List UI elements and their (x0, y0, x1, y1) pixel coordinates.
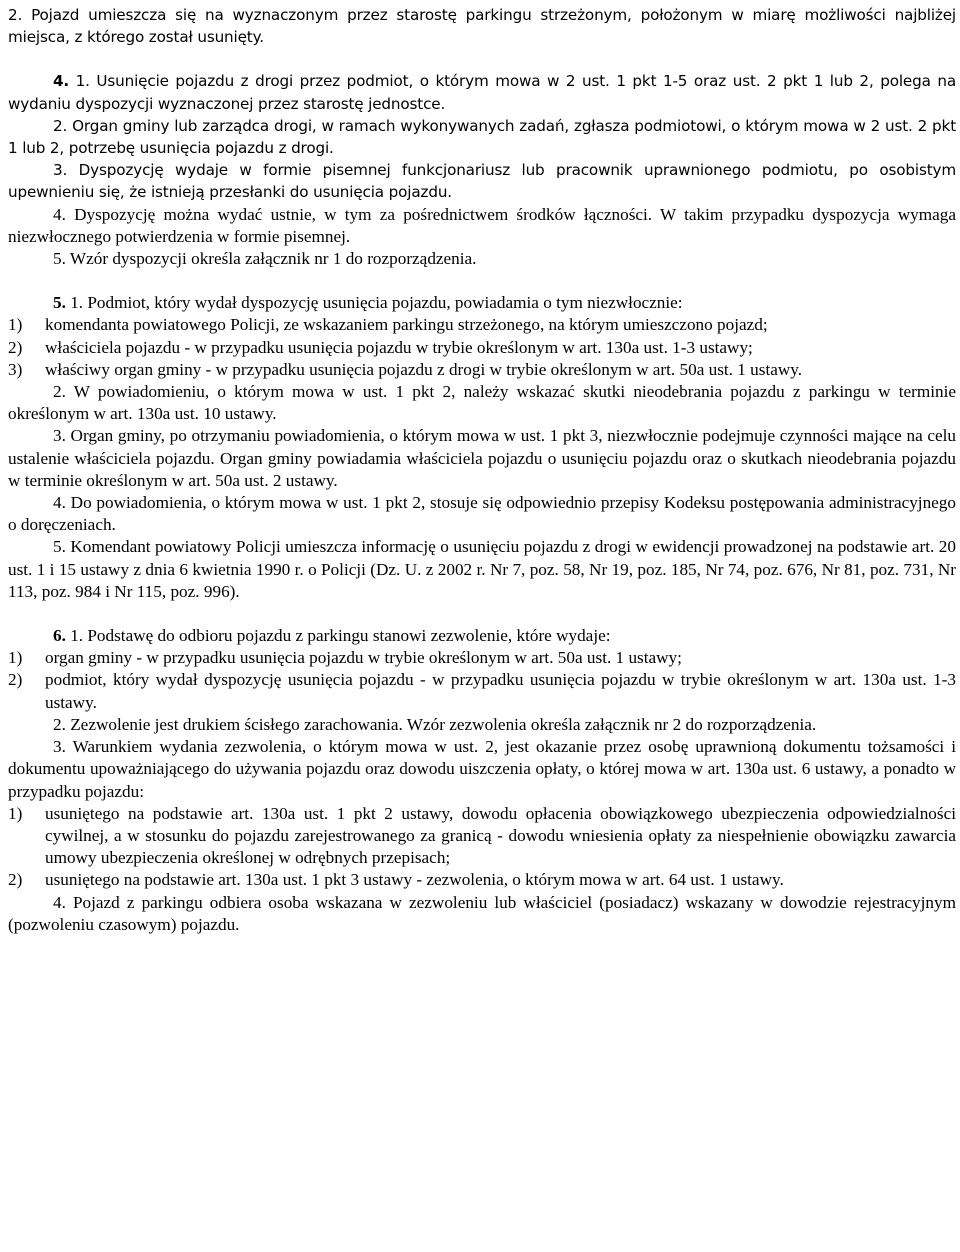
list-item (8, 803, 956, 870)
spacer (8, 270, 956, 292)
section-6-heading: 6. (53, 626, 66, 646)
paragraph-5-5: 5. Komendant powiatowy Policji umieszcza informację o usunięciu pojazdu z drogi w ewidencji prowadzonej na podstawie art. 20 ust. 1 i 15 ustawy z dnia 6 kwietnia 1990 r. o Policji (Dz. U. z 2002 r. Nr 7, poz. 58, Nr 19, poz. 185, Nr 74, poz. 676, Nr 81, poz. 731, Nr 113, poz. 984 i Nr 115, poz. 996). (8, 537, 956, 601)
paragraph-4-2: 2. Organ gminy lub zarządca drogi, w ramach wykonywanych zadań, zgłasza podmiotowi, o którym mowa w 2 ust. 2 pkt 1 lub 2, potrzebę usunięcia pojazdu z drogi. (8, 116, 956, 158)
paragraph-5-4: 4. Do powiadomienia, o którym mowa w ust. 1 pkt 2, stosuje się odpowiednio przepisy Kodeksu postępowania administracyjnego o doręczeniach. (8, 493, 956, 535)
paragraph-5-3: 3. Organ gminy, po otrzymaniu powiadomienia, o którym mowa w ust. 1 pkt 3, niezwłocznie podejmuje czynności mające na celu ustalenie właściciela pojazdu. Organ gminy powiadamia właściciela pojazdu o usunięciu pojazdu oraz o skutkach nieodebrania pojazdu w terminie określonym w art. 50a ust. 2 ustawy. (8, 426, 956, 490)
paragraph-6-4: 4. Pojazd z parkingu odbiera osoba wskazana w zezwoleniu lub właściciel (posiadacz) wskazany w dowodzie rejestracyjnym (pozwoleniu czasowym) pojazdu. (8, 892, 956, 934)
spacer (8, 603, 956, 625)
list-item-number: 1) (8, 803, 23, 823)
list-item-number: 2) (8, 870, 23, 890)
paragraph-4-1 (8, 70, 956, 114)
list-item-number: 2) (8, 670, 23, 690)
list-item-number: 2) (8, 337, 23, 357)
section-4-heading: 4. (53, 72, 70, 91)
paragraph-4-1-text: 1. Usunięcie pojazdu z drogi przez podmiot, o którym mowa w 2 ust. 1 pkt 1-5 oraz ust. 2 pkt 1 lub 2, polega na wydaniu dyspozycji wyznaczonej przez starostę jednostce. (8, 72, 956, 113)
list-item-text: organ gminy - w przypadku usunięcia pojazdu w trybie określonym w art. 50a ust. 1 ustawy; (45, 648, 682, 668)
paragraph-5-1-text: 1. Podmiot, który wydał dyspozycję usunięcia pojazdu, powiadamia o tym niezwłocznie: (65, 293, 683, 313)
list-item (8, 314, 956, 336)
paragraph-6-3: 3. Warunkiem wydania zezwolenia, o którym mowa w ust. 2, jest okazanie przez osobę uprawnioną dokumentu tożsamości i dokumentu upoważniającego do używania pojazdu oraz dowodu uiszczenia opłaty, o której mowa w art. 130a ust. 6 ustawy, a ponadto w przypadku pojazdu: (8, 737, 956, 801)
list-item-number: 1) (8, 648, 23, 668)
spacer (8, 48, 956, 70)
list-item-text: usuniętego na podstawie art. 130a ust. 1 pkt 3 ustawy - zezwolenia, o którym mowa w art. 64 ust. 1 ustawy. (45, 870, 784, 890)
list-item (8, 669, 956, 713)
list-item-text: właściciela pojazdu - w przypadku usunięcia pojazdu w trybie określonym w art. 130a ust. 1-3 ustawy; (45, 337, 753, 357)
list-item (8, 869, 956, 891)
paragraph-5-2: 2. W powiadomieniu, o którym mowa w ust. 1 pkt 2, należy wskazać skutki nieodebrania pojazdu z parkingu w terminie określonym w art. 130a ust. 10 ustawy. (8, 382, 956, 424)
list-item-number: 1) (8, 315, 23, 335)
paragraph-3-2: 2. Pojazd umieszcza się na wyznaczonym przez starostę parkingu strzeżonym, położonym w miarę możliwości najbliżej miejsca, z którego został usunięty. (8, 6, 956, 47)
paragraph-4-5: 5. Wzór dyspozycji określa załącznik nr 1 do rozporządzenia. (53, 249, 477, 269)
paragraph-5-1 (8, 292, 956, 314)
paragraph-6-1 (8, 625, 956, 647)
list-item-text: komendanta powiatowego Policji, ze wskazaniem parkingu strzeżonego, na którym umieszczono pojazd; (45, 315, 768, 335)
paragraph-4-3: 3. Dyspozycję wydaje w formie pisemnej funkcjonariusz lub pracownik uprawnionego podmiotu, po osobistym upewnieniu się, że istnieją przesłanki do usunięcia pojazdu. (8, 161, 956, 202)
list-item (8, 647, 956, 669)
list-item-text: podmiot, który wydał dyspozycję usunięcia pojazdu - w przypadku usunięcia pojazdu w trybie określonym w art. 130a ust. 1-3 ustawy. (45, 670, 956, 712)
list-item-text: usuniętego na podstawie art. 130a ust. 1 pkt 2 ustawy, dowodu opłacenia obowiązkowego ubezpieczenia odpowiedzialności cywilnej, a w stosunku do pojazdu zarejestrowanego za granicą - dowodu wniesienia opłaty za niespełnienie obowiązku zawarcia umowy ubezpieczenia określonej w odrębnych przepisach; (45, 803, 956, 868)
list-item (8, 337, 956, 359)
list-item-text: właściwy organ gminy - w przypadku usunięcia pojazdu z drogi w trybie określonym w art. 50a ust. 1 ustawy. (45, 359, 803, 379)
section-5-heading: 5. (53, 293, 66, 313)
list-item (8, 359, 956, 381)
paragraph-6-2: 2. Zezwolenie jest drukiem ścisłego zarachowania. Wzór zezwolenia określa załącznik nr 2 do rozporządzenia. (53, 714, 817, 734)
paragraph-6-1-text: 1. Podstawę do odbioru pojazdu z parkingu stanowi zezwolenie, które wydaje: (65, 626, 611, 646)
list-item-number: 3) (8, 359, 23, 379)
paragraph-4-4: 4. Dyspozycję można wydać ustnie, w tym za pośrednictwem środków łączności. W takim przypadku dyspozycja wymaga niezwłocznego potwierdzenia w formie pisemnej. (8, 204, 956, 246)
